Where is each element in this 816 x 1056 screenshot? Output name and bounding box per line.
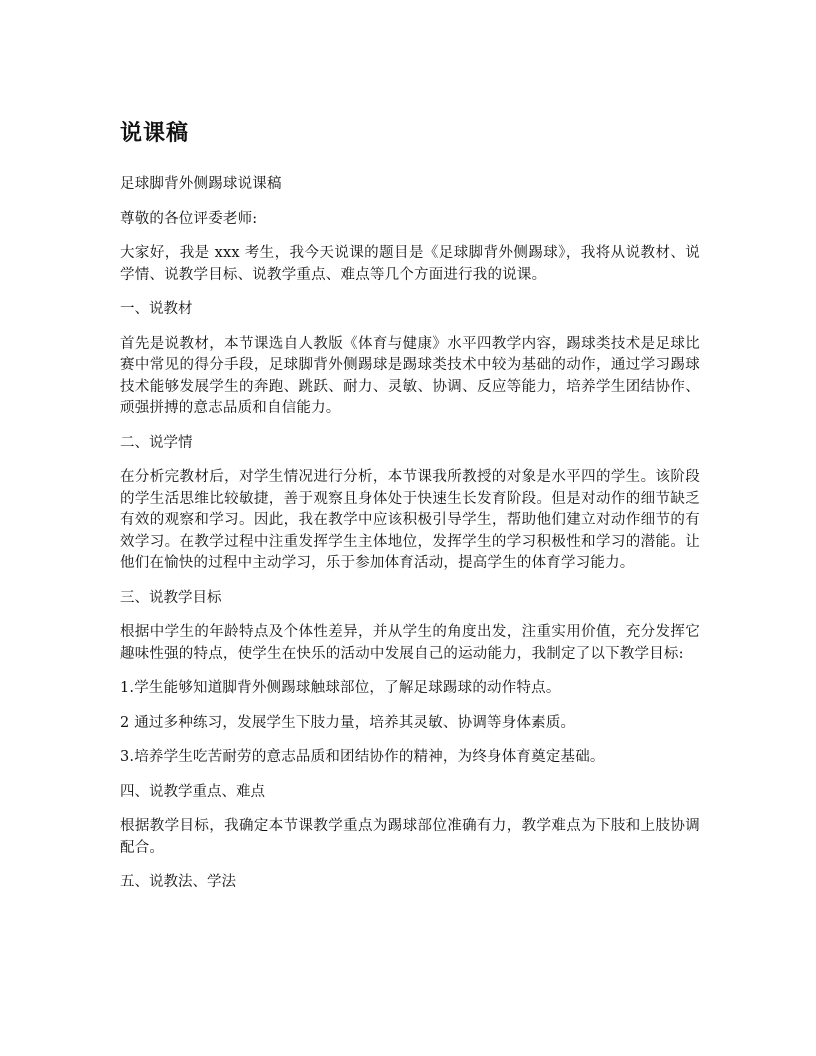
goal-item-1: 1.学生能够知道脚背外侧踢球触球部位，了解足球踢球的动作特点。 <box>120 680 561 696</box>
section-3-body: 根据中学生的年龄特点及个体性差异，并从学生的角度出发，注重实用价值，充分发挥它趣味性强的特点，使学生在快乐的活动中发展自己的运动能力，我制定了以下教学目标: <box>120 624 700 662</box>
section-2-heading: 二、说学情 <box>120 434 193 451</box>
section-3-heading: 三、说教学目标 <box>120 589 222 606</box>
section-4-body: 根据教学目标，我确定本节课教学重点为踢球部位准确有力，教学难点为下肢和上肢协调配合。 <box>120 818 700 856</box>
section-4-heading: 四、说教学重点、难点 <box>120 783 265 800</box>
goal-item-2: 2 通过多种练习，发展学生下肢力量，培养其灵敏、协调等身体素质。 <box>120 714 576 731</box>
document-title: 说课稿 <box>120 121 190 146</box>
document-subtitle: 足球脚背外侧踢球说课稿 <box>120 176 282 192</box>
document-page <box>120 118 700 907</box>
section-2-body: 在分析完教材后，对学生情况进行分析，本节课我所教授的对象是水平四的学生。该阶段的学生活思维比较敏捷，善于观察且身体处于快速生长发育阶段。但是对动作的细节缺乏有效的观察和学习。因此，我在教学中应该积极引导学生，帮助他们建立对动作细节的有效学习。在教学过程中注重发挥学生主体地位，发挥学生的学习积极性和学习的潜能。让他们在愉快的过程中主动学习，乐于参加体育活动，提高学生的体育学习能力。 <box>120 469 700 571</box>
section-1-body: 首先是说教材，本节课选自人教版《体育与健康》水平四教学内容，踢球类技术是足球比赛中常见的得分手段，足球脚背外侧踢球是踢球类技术中较为基础的动作，通过学习踢球技术能够发展学生的奔跑、跳跃、耐力、灵敏、协调、反应等能力，培养学生团结协作、顽强拼搏的意志品质和自信能力。 <box>120 335 700 416</box>
goal-item-3: 3.培养学生吃苦耐劳的意志品质和团结协作的精神，为终身体育奠定基础。 <box>120 749 605 765</box>
section-5-heading: 五、说教法、学法 <box>120 874 236 890</box>
greeting: 尊敬的各位评委老师: <box>120 210 258 227</box>
intro-paragraph: 大家好，我是 xxx 考生，我今天说课的题目是《足球脚背外侧踢球》，我将从说教材、说学情、说教学目标、说教学重点、难点等几个方面进行我的说课。 <box>120 245 700 283</box>
section-1-heading: 一、说教材 <box>120 301 193 317</box>
